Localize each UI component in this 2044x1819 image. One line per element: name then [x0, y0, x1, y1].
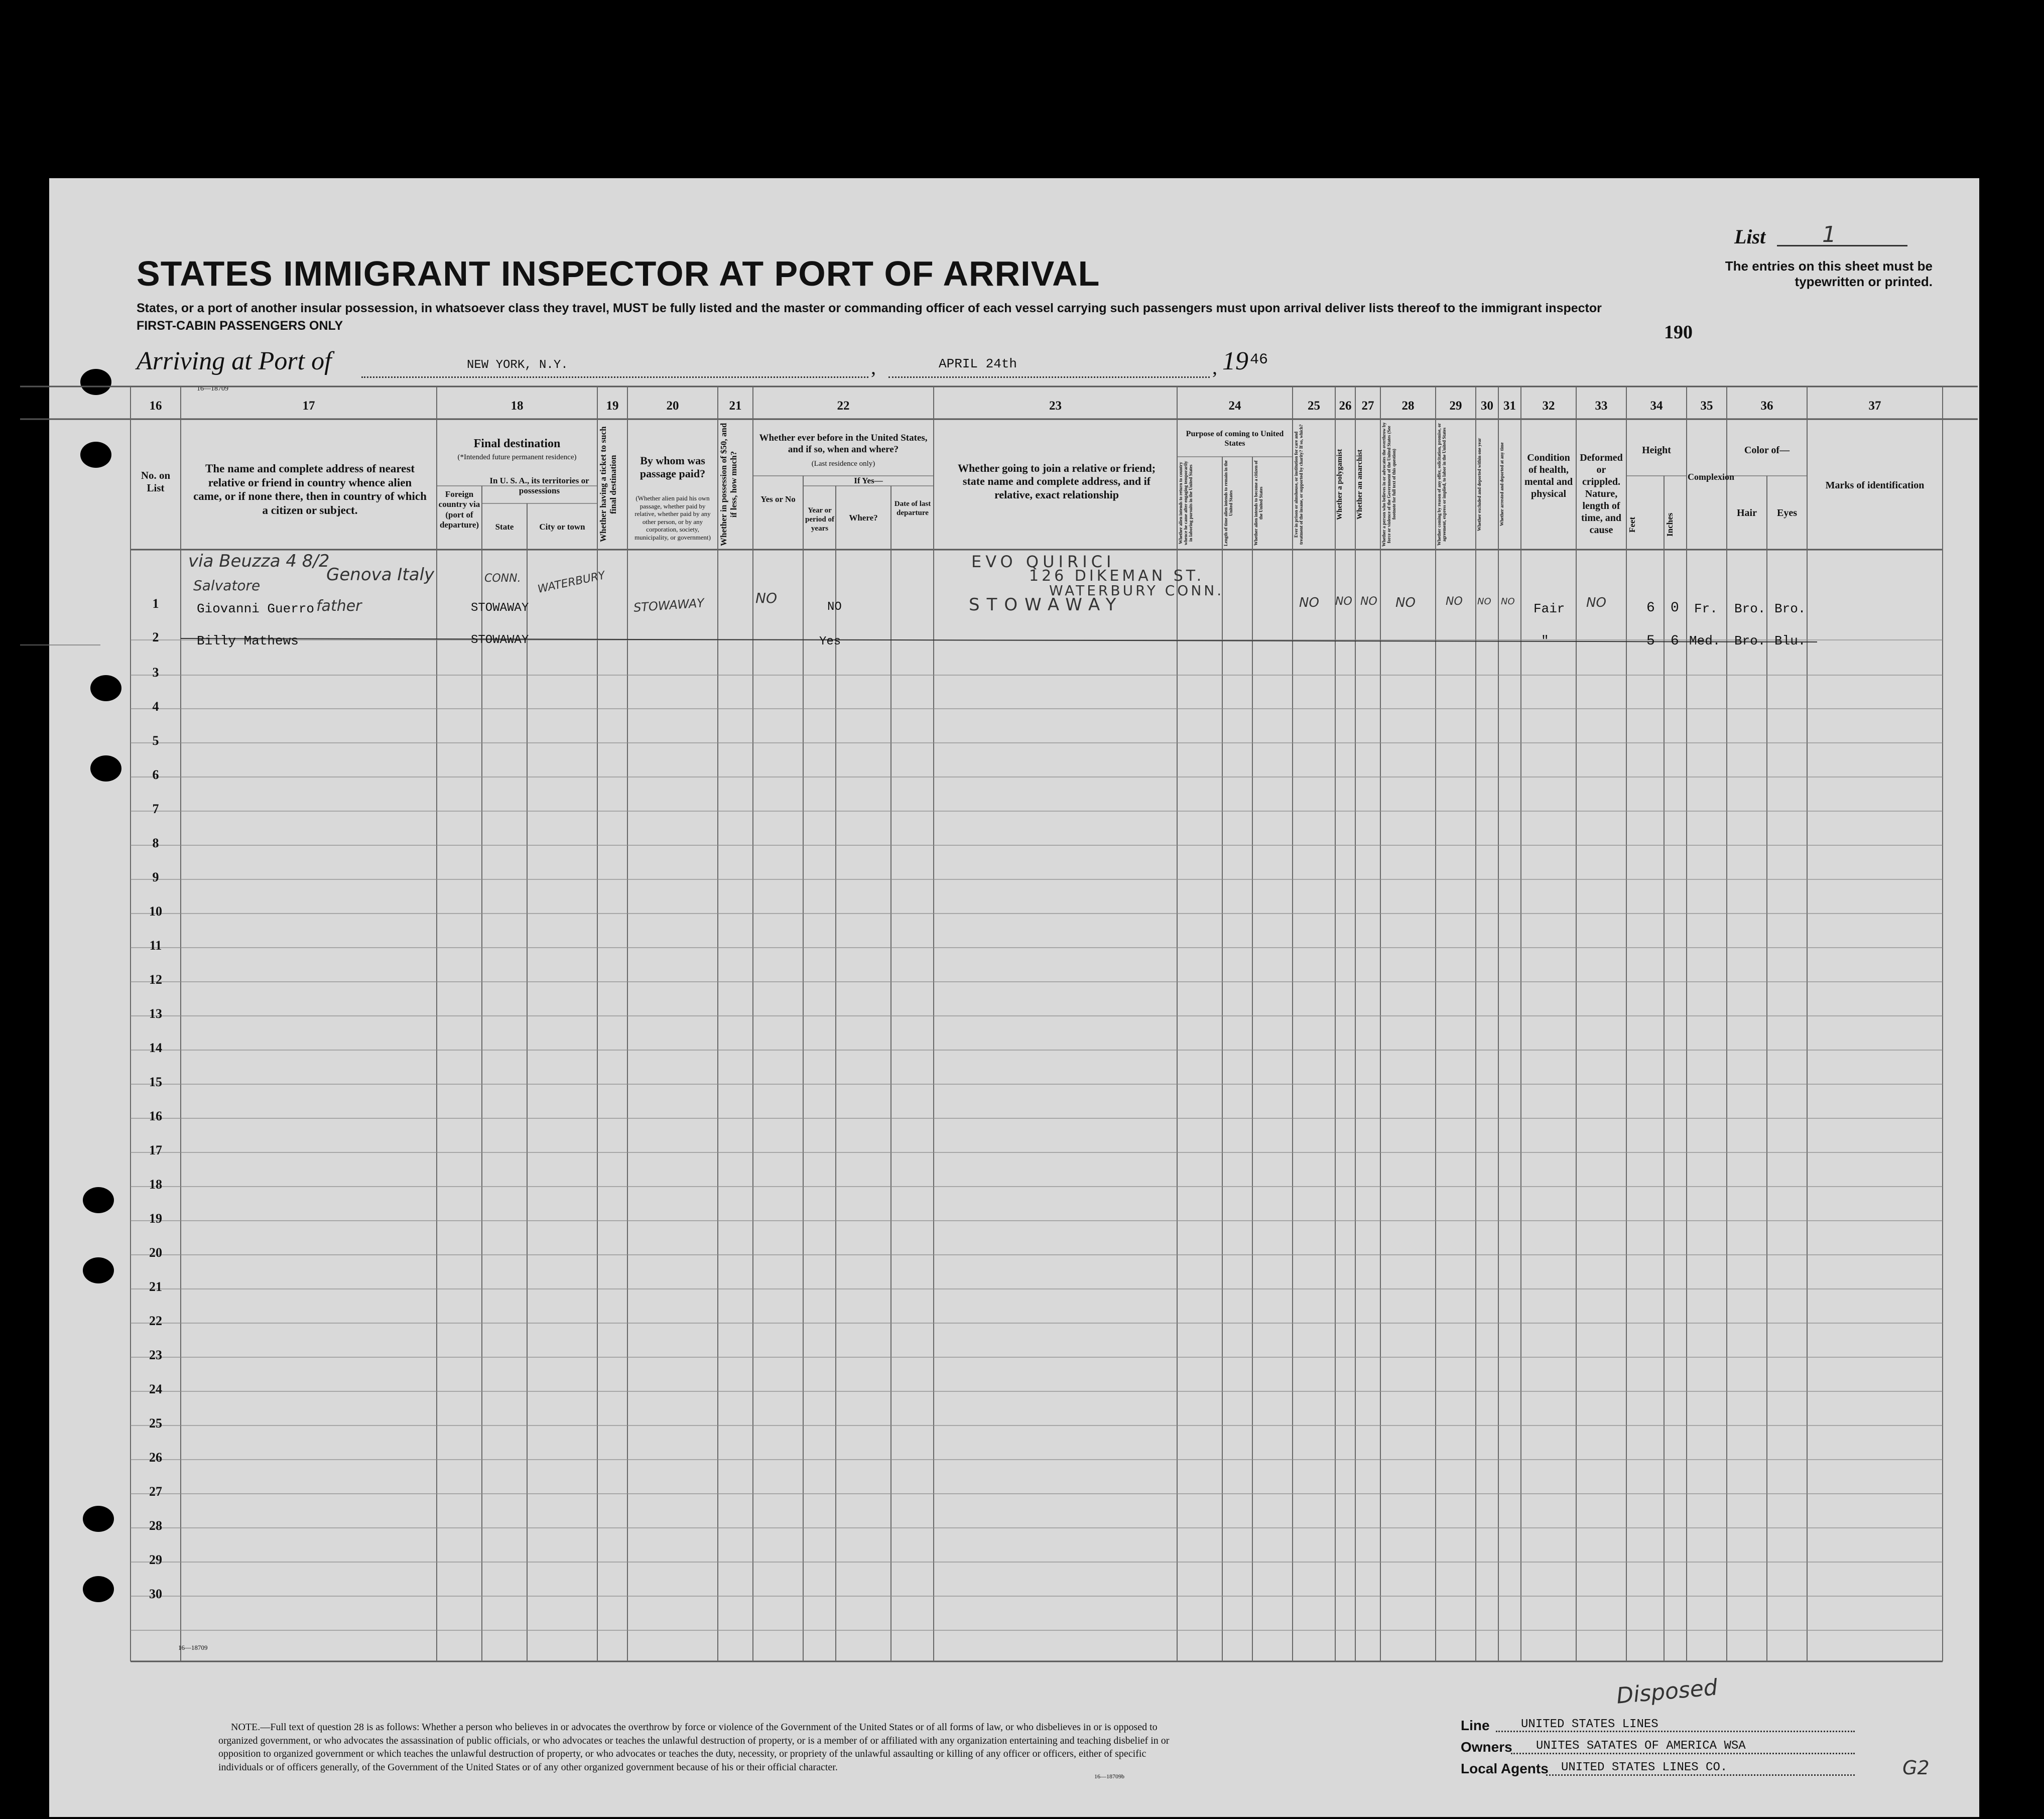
col-num: 20: [666, 399, 679, 413]
row-number: 22: [149, 1314, 162, 1328]
entry1-eyes: Bro.: [1774, 601, 1806, 616]
entry1-join-line4: STOWAWAY: [969, 595, 1123, 615]
corner-mark: G2: [1902, 1757, 1930, 1779]
entry2-hair: Bro.: [1734, 633, 1766, 648]
comma: ,: [871, 356, 876, 378]
header-no-on-list: No. on List: [141, 469, 171, 494]
form-code: 16—18709: [197, 385, 228, 393]
entry1-relation: father: [316, 597, 362, 615]
row-number: 30: [149, 1587, 162, 1601]
row-number: 29: [149, 1552, 162, 1567]
col-num: 17: [302, 399, 315, 413]
col-num: 18: [510, 399, 524, 413]
entry1-c29: NO: [1446, 595, 1463, 608]
row-number: 8: [152, 836, 159, 850]
footnote: NOTE.—Full text of question 28 is as follows: Whether a person who believes in or advocates the overthrow by force or violence of the Government of the United States or of all forms of law, or who disbelieves in or is opposed to organized government, or who advocates the assassination of public officials, or who advocates or teaches the unlawful destruction of property, or is a member of or affiliated with any organization entertaining and teaching disbelief in or opposition to organized government or which teaches the unlawful destruction of property, or who advocates or teaches the duty, necessity, or propriety of the unlawful assaulting or killing of any officer or officers, either of specific individuals or of officers generally, of the Government of the United States or of any other organized government because of his or their official character.: [218, 1722, 1170, 1773]
line-label: Line: [1461, 1718, 1490, 1733]
col-num: 36: [1760, 399, 1773, 413]
row-number: 4: [152, 699, 159, 714]
header-eyes: Eyes: [1777, 507, 1797, 518]
col-num: 37: [1868, 399, 1881, 413]
header-excluded: Whether excluded and deported within one year: [1477, 438, 1482, 531]
row-number: 1: [152, 596, 159, 611]
row-number: 5: [152, 733, 159, 748]
header-purpose-length: Length of time alien intends to remain in the United States: [1223, 460, 1233, 546]
header-yes-no: Yes or No: [760, 494, 796, 504]
header-date-departure: Date of last departure: [894, 500, 931, 517]
header-year: Year or period of years: [805, 506, 834, 533]
header-ticket: Whether having a ticket to such final destination: [598, 426, 618, 543]
row-number: 9: [152, 870, 159, 884]
col-num: 16: [149, 399, 162, 413]
header-city: City or town: [539, 522, 585, 532]
row-number: 3: [152, 665, 159, 680]
header-hair: Hair: [1737, 507, 1757, 518]
header-color: Color of—: [1744, 445, 1790, 456]
list-value: 1: [1822, 222, 1836, 247]
entry2-name: Billy Mathews: [197, 633, 299, 648]
row-number: 17: [149, 1143, 162, 1157]
entry1-c26: NO: [1335, 595, 1352, 608]
header-where: Where?: [849, 513, 878, 523]
line-value: UNITED STATES LINES: [1521, 1718, 1658, 1731]
arriving-label: Arriving at Port of: [137, 347, 332, 375]
col-num: 34: [1650, 399, 1663, 413]
header-anarchist: Whether an anarchist: [1356, 449, 1364, 519]
header-final-destination-sub: (*Intended future permanent residence): [457, 453, 577, 461]
entry1-fifty: NO: [755, 590, 777, 606]
entry2-eyes: Blu.: [1774, 633, 1806, 648]
col-num: 22: [837, 399, 850, 413]
row-number: 20: [149, 1245, 162, 1260]
form-code-bottom: 16—18709: [178, 1644, 208, 1651]
header-overthrow: Whether a person who believes in or advocates the overthrow by force or violence of the Government of the United States (See footnote for full text of this question): [1381, 422, 1396, 547]
row-number: 2: [152, 630, 159, 644]
header-passage-paid: By whom was passage paid?: [640, 454, 706, 480]
entry1-relative-line3: Salvatore: [193, 577, 261, 594]
header-nearest-relative: The name and complete address of nearest relative or friend in country whence alien came, or if none there, then in country of which a citizen or subject.: [193, 462, 427, 516]
page-subtitle: States, or a port of another insular possession, in whatsoever class they travel, MUST be fully listed and the master or commanding officer of each vessel carrying such passengers must upon arrival deliver lists thereof to the immigrant inspector: [137, 301, 1602, 315]
col-num: 24: [1228, 399, 1241, 413]
owners-label: Owners: [1461, 1739, 1512, 1755]
header-purpose-return: Whether alien intends to return to country whence he came after engaging temporarily in laboring pursuits in the United States: [1178, 461, 1193, 546]
row-number: 18: [149, 1177, 162, 1192]
date-value: APRIL 24th: [939, 356, 1017, 371]
entry1-c27: NO: [1360, 595, 1377, 608]
entry1-name: Giovanni Guerro: [197, 601, 315, 616]
header-in-usa: In U. S. A., its territories or possessions: [489, 476, 589, 496]
year-prefix: 19: [1222, 347, 1248, 375]
header-deformed: Deformed or crippled. Nature, length of time, and cause: [1580, 452, 1623, 536]
row-number: 27: [149, 1484, 162, 1499]
agents-fill: [1546, 1774, 1855, 1776]
row-number: 21: [149, 1279, 162, 1294]
header-offer-labor: Whether coming by reason of any offer, solicitation, promise, or agreement, express or implied, to labor in the United States: [1437, 423, 1447, 546]
header-passage-paid-sub: (Whether alien paid his own passage, whether paid by relative, whether paid by any other person, or by any corporation, society, municipality, or government): [634, 494, 711, 541]
header-feet: Feet: [1627, 516, 1637, 533]
header-if-yes: If Yes—: [854, 476, 883, 485]
row-number: 12: [149, 972, 162, 987]
entry1-feet: 6: [1646, 600, 1655, 616]
col-num: 35: [1700, 399, 1713, 413]
entry2-inches: 6: [1671, 633, 1679, 649]
page-subtitle-2: FIRST-CABIN PASSENGERS ONLY: [137, 319, 343, 333]
entry1-c30: NO: [1477, 596, 1491, 607]
col-num: 26: [1339, 399, 1352, 413]
col-num: 30: [1481, 399, 1493, 413]
header-inches: Inches: [1665, 512, 1675, 537]
header-final-destination: Final destination: [473, 437, 561, 450]
owners-value: UNITES SATATES OF AMERICA WSA: [1536, 1739, 1746, 1753]
header-purpose: Purpose of coming to United States: [1186, 430, 1284, 448]
entry1-c31: NO: [1501, 596, 1515, 607]
entry1-paid-by: STOWAWAY: [633, 596, 705, 615]
col-num: 31: [1503, 399, 1516, 413]
row-number: 28: [149, 1518, 162, 1533]
entry1-join-line3: WATERBURY CONN.: [1049, 582, 1224, 599]
row-number: 7: [152, 802, 159, 816]
header-foreign-country: Foreign country via (port of departure): [438, 489, 480, 530]
entry1-hair: Bro.: [1734, 601, 1766, 616]
header-marks: Marks of identification: [1825, 480, 1925, 491]
row-number: 6: [152, 767, 159, 782]
row-number: 19: [149, 1211, 162, 1226]
entry2-foreign: STOWAWAY: [471, 633, 529, 647]
agents-label: Local Agents: [1461, 1761, 1549, 1776]
row-number: 15: [149, 1075, 162, 1089]
entry1-join-line1: EVO QUIRICI: [971, 552, 1115, 571]
header-polygamist: Whether a polygamist: [1336, 449, 1344, 520]
entry2-complexion: Med.: [1689, 633, 1721, 648]
entry2-ever-before: Yes: [819, 635, 841, 648]
entry1-relative-line2: Genova Italy: [326, 565, 435, 585]
col-num: 25: [1308, 399, 1320, 413]
header-height: Height: [1642, 445, 1671, 456]
entry1-deformed: NO: [1586, 595, 1606, 610]
col-num: 27: [1361, 399, 1374, 413]
row-number: 10: [149, 904, 162, 919]
entry1-ever-before: NO: [827, 600, 842, 614]
entry1-city: WATERBURY: [536, 569, 606, 596]
entry1-state: CONN.: [484, 572, 521, 585]
header-join-relative: Whether going to join a relative or friend; state name and complete address, and if relative, exact relationship: [957, 462, 1156, 501]
row-number: 23: [149, 1348, 162, 1362]
form-code-note: 16—18709b: [1094, 1773, 1124, 1780]
header-purpose-citizen: Whether alien intends to become a citizen of the United States: [1253, 460, 1263, 546]
owners-fill: [1511, 1753, 1855, 1754]
signature: Disposed: [1615, 1674, 1719, 1709]
entry1-relative-line1: via Beuzza 4 8/2: [188, 551, 330, 571]
col-num: 21: [729, 399, 742, 413]
header-ever-before: Whether ever before in the United States, and if so, when and where?: [759, 433, 928, 455]
year-suffix: 46: [1250, 351, 1268, 368]
col-num: 33: [1595, 399, 1608, 413]
row-number: 14: [149, 1041, 162, 1055]
entry2-feet: 5: [1646, 633, 1655, 649]
col-num: 19: [606, 399, 619, 413]
header-health: Condition of health, mental and physical: [1524, 452, 1573, 499]
row-number: 11: [149, 938, 162, 953]
col-num: 28: [1401, 399, 1415, 413]
entry1-inches: 0: [1671, 600, 1679, 616]
row-number: 13: [149, 1006, 162, 1021]
agents-value: UNITED STATES LINES CO.: [1561, 1761, 1728, 1774]
col-num: 32: [1542, 399, 1555, 413]
entry1-c25: NO: [1299, 595, 1319, 610]
entry1-foreign: STOWAWAY: [471, 601, 529, 615]
page-number: 190: [1664, 322, 1693, 343]
header-arrested: Whether arrested and deported at any time: [1499, 442, 1504, 527]
entries-note: The entries on this sheet must be typewritten or printed.: [1725, 258, 1933, 290]
header-fifty-dollars: Whether in possession of $50, and if less, how much?: [719, 423, 738, 546]
header-complexion: Complexion: [1688, 472, 1735, 482]
entry1-join-line2: 126 DIKEMAN ST.: [1029, 567, 1205, 585]
entry2-health: ": [1541, 633, 1549, 648]
entry1-health: Fair: [1534, 601, 1565, 616]
col-num: 23: [1049, 399, 1062, 413]
row-number: 25: [149, 1416, 162, 1431]
entry1-c28: NO: [1395, 595, 1416, 610]
page-title: STATES IMMIGRANT INSPECTOR AT PORT OF ARRIVAL: [137, 254, 1100, 293]
list-label: List: [1734, 225, 1766, 248]
header-prison: Ever in prison or almshouse, or institution for care and treatment of the insane, or supported by charity? If so, which?: [1294, 424, 1304, 545]
row-number: 24: [149, 1382, 162, 1396]
comma: ,: [1212, 356, 1217, 378]
port-value: NEW YORK, N.Y.: [467, 358, 568, 372]
entry1-complexion: Fr.: [1694, 601, 1718, 616]
header-ever-before-sub: (Last residence only): [811, 460, 875, 468]
row-number: 16: [149, 1109, 162, 1123]
row-number: 26: [149, 1450, 162, 1465]
col-num: 29: [1449, 399, 1462, 413]
header-state: State: [495, 522, 514, 532]
